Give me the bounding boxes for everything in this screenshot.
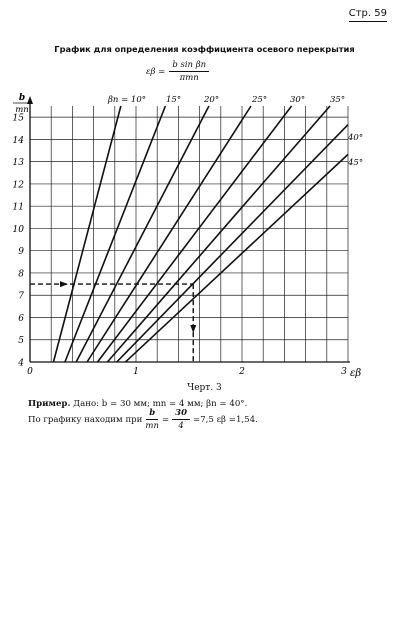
formula-denominator: πmn xyxy=(179,73,199,83)
example-label: Пример. xyxy=(28,399,71,409)
reading-num2: 30 xyxy=(172,408,190,420)
example-text: Дано: b = 30 мм; mn = 4 мм; βn = 40°. xyxy=(73,399,248,409)
y-tick-label: 13 xyxy=(12,158,24,169)
figure-caption: Черт. 3 xyxy=(187,383,222,393)
formula-numerator: b sin βn xyxy=(169,60,209,72)
y-tick-label: 5 xyxy=(18,336,24,347)
reading-fraction-2 xyxy=(172,408,190,431)
series-lines xyxy=(53,106,348,362)
labels xyxy=(13,93,364,379)
y-axis-label-den: mn xyxy=(15,105,29,115)
series-line xyxy=(117,125,348,362)
reading-eq: = xyxy=(161,414,170,425)
series-label: 45° xyxy=(348,158,364,168)
reading-prefix: По графику находим при xyxy=(28,414,143,425)
reading-line xyxy=(28,408,258,431)
example-arrow-right xyxy=(60,281,68,287)
series-line xyxy=(76,106,209,362)
reading-den2: 4 xyxy=(178,421,184,431)
series-label: 30° xyxy=(290,95,306,105)
y-axis-label-num: b xyxy=(18,93,26,103)
y-tick-label: 10 xyxy=(12,224,24,235)
series-label: 35° xyxy=(330,95,346,105)
series-label: 15° xyxy=(166,95,182,105)
series-label: 25° xyxy=(252,95,268,105)
x-tick-label: 2 xyxy=(239,367,245,377)
series-label: 40° xyxy=(348,133,364,143)
reading-den: mn xyxy=(145,421,159,431)
y-tick-label: 8 xyxy=(18,269,24,280)
page-number: Стр. 59 xyxy=(349,8,387,22)
y-tick-label: 7 xyxy=(18,291,24,302)
chart-title: График для определения коэффициента осевого перекрытия xyxy=(54,44,355,54)
y-tick-label: 9 xyxy=(18,247,24,258)
example-arrow-down xyxy=(190,325,196,333)
series-line xyxy=(65,106,165,362)
y-tick-label: 11 xyxy=(12,202,24,213)
y-tick-label: 14 xyxy=(12,135,24,146)
y-tick-label: 4 xyxy=(18,358,24,369)
series-label: βn = 10° xyxy=(108,95,146,105)
series-line xyxy=(107,106,330,362)
reading-num: b xyxy=(146,408,158,420)
reading-fraction xyxy=(145,408,159,431)
x-tick-label: 3 xyxy=(341,367,347,377)
y-tick-label: 12 xyxy=(12,180,24,191)
x-axis-label: εβ xyxy=(350,368,362,379)
series-label: 20° xyxy=(204,95,220,105)
formula-lhs: εβ = xyxy=(146,66,166,77)
axes xyxy=(27,96,350,362)
x-tick-label: 0 xyxy=(27,367,33,377)
y-tick-label: 6 xyxy=(18,313,24,324)
y-tick-label: 15 xyxy=(12,113,24,124)
series-line xyxy=(87,106,251,362)
x-tick-label: 1 xyxy=(133,367,139,377)
reading-rest: =7,5 εβ =1,54. xyxy=(193,414,258,425)
series-line xyxy=(125,154,348,362)
